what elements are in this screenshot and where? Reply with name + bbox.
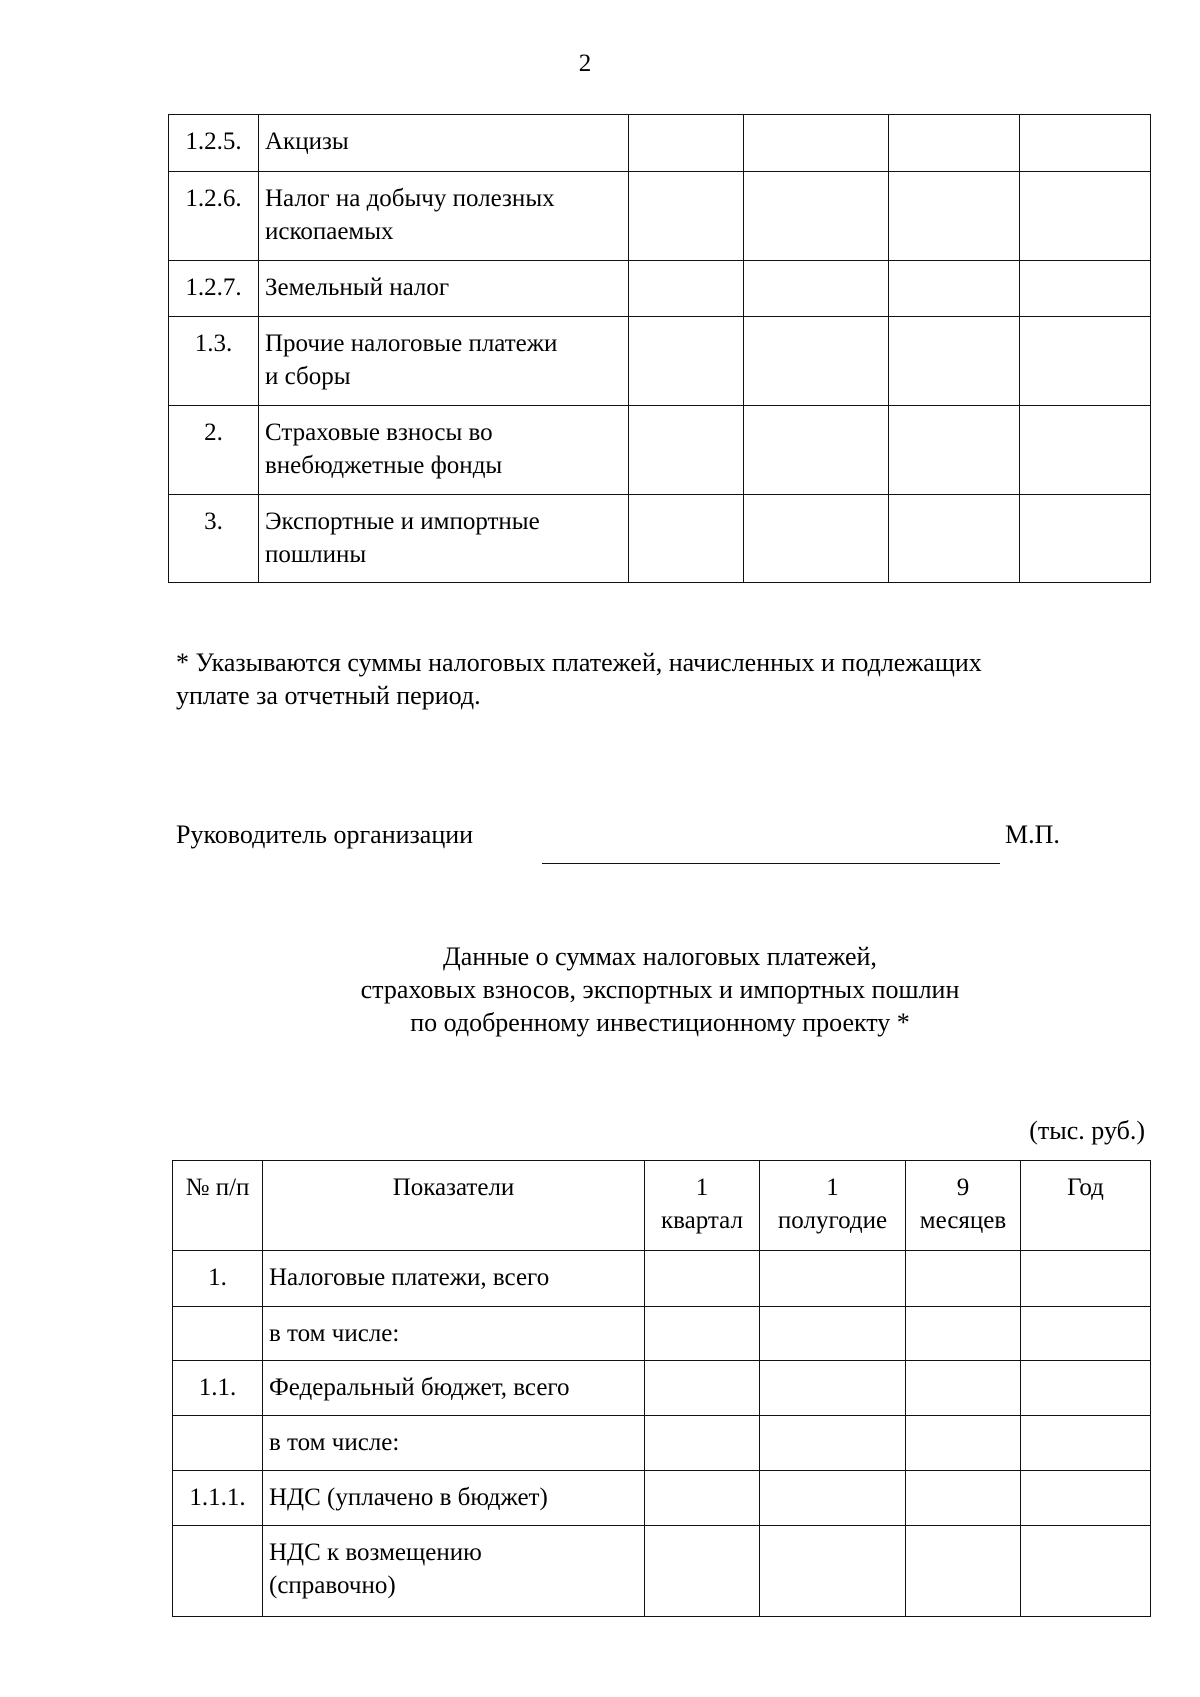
row-label: в том числе: <box>263 1416 645 1471</box>
row-number <box>173 1416 263 1471</box>
table-row <box>173 1471 1151 1526</box>
value-cell[interactable] <box>629 115 744 172</box>
value-cell[interactable] <box>1021 1416 1151 1471</box>
value-cell[interactable] <box>744 495 889 583</box>
value-cell[interactable] <box>744 261 889 317</box>
value-cell[interactable] <box>629 495 744 583</box>
value-cell[interactable] <box>889 115 1020 172</box>
value-cell[interactable] <box>629 261 744 317</box>
units-label: (тыс. руб.) <box>1029 1116 1145 1145</box>
table-row <box>173 1361 1151 1416</box>
row-number: 1.2.6. <box>169 172 259 261</box>
value-cell[interactable] <box>645 1416 760 1471</box>
value-cell[interactable] <box>760 1251 906 1307</box>
value-cell[interactable] <box>906 1251 1021 1307</box>
table-row <box>173 1526 1151 1617</box>
row-label: НДС (уплачено в бюджет) <box>263 1471 645 1526</box>
table-row <box>169 261 1151 317</box>
value-cell[interactable] <box>889 406 1020 495</box>
value-cell[interactable] <box>629 172 744 261</box>
footnote: * Указываются суммы налоговых платежей, начисленных и подлежащих уплате за отчетный период. <box>176 648 982 710</box>
value-cell[interactable] <box>760 1471 906 1526</box>
value-cell[interactable] <box>906 1361 1021 1416</box>
value-cell[interactable] <box>645 1307 760 1361</box>
table-row <box>169 495 1151 583</box>
row-number: 1.2.7. <box>169 261 259 317</box>
value-cell[interactable] <box>906 1416 1021 1471</box>
row-number: 1.3. <box>169 317 259 406</box>
row-label: Акцизы <box>259 115 629 172</box>
row-number <box>173 1307 263 1361</box>
tax-payments-table-continued <box>168 114 1151 583</box>
value-cell[interactable] <box>629 406 744 495</box>
header-indicators: Показатели <box>263 1161 645 1251</box>
table-row <box>169 172 1151 261</box>
value-cell[interactable] <box>906 1526 1021 1617</box>
value-cell[interactable] <box>889 495 1020 583</box>
value-cell[interactable] <box>645 1361 760 1416</box>
table-row <box>173 1416 1151 1471</box>
header-year: Год <box>1021 1161 1151 1251</box>
value-cell[interactable] <box>906 1471 1021 1526</box>
project-tax-payments-table <box>172 1160 1151 1617</box>
value-cell[interactable] <box>889 172 1020 261</box>
header-9-months: 9 месяцев <box>906 1161 1021 1251</box>
row-number: 2. <box>169 406 259 495</box>
value-cell[interactable] <box>760 1416 906 1471</box>
value-cell[interactable] <box>1020 172 1151 261</box>
table-row <box>173 1251 1151 1307</box>
signature-label: Руководитель организации <box>176 820 474 849</box>
value-cell[interactable] <box>629 317 744 406</box>
value-cell[interactable] <box>645 1471 760 1526</box>
value-cell[interactable] <box>1021 1526 1151 1617</box>
table-row <box>169 406 1151 495</box>
value-cell[interactable] <box>760 1361 906 1416</box>
value-cell[interactable] <box>1020 115 1151 172</box>
table-header-row <box>173 1161 1151 1251</box>
value-cell[interactable] <box>744 406 889 495</box>
row-number: 1.2.5. <box>169 115 259 172</box>
header-half-year: 1 полугодие <box>760 1161 906 1251</box>
stamp-placeholder: М.П. <box>1005 820 1060 849</box>
value-cell[interactable] <box>760 1307 906 1361</box>
value-cell[interactable] <box>1021 1251 1151 1307</box>
value-cell[interactable] <box>889 261 1020 317</box>
row-label: НДС к возмещению (справочно) <box>263 1526 645 1617</box>
row-number <box>173 1526 263 1617</box>
value-cell[interactable] <box>645 1526 760 1617</box>
value-cell[interactable] <box>744 115 889 172</box>
row-number: 1.1. <box>173 1361 263 1416</box>
value-cell[interactable] <box>889 317 1020 406</box>
header-num: № п/п <box>173 1161 263 1251</box>
value-cell[interactable] <box>760 1526 906 1617</box>
row-label: Земельный налог <box>259 261 629 317</box>
value-cell[interactable] <box>1020 406 1151 495</box>
value-cell[interactable] <box>645 1251 760 1307</box>
value-cell[interactable] <box>1021 1361 1151 1416</box>
header-q1: 1 квартал <box>645 1161 760 1251</box>
row-label: Налоговые платежи, всего <box>263 1251 645 1307</box>
row-label: Экспортные и импортные пошлины <box>259 495 629 583</box>
value-cell[interactable] <box>744 172 889 261</box>
section-heading: Данные о суммах налоговых платежей, страховых взносов, экспортных и импортных пошлин по одобренному инвестиционному проекту * <box>360 942 960 1037</box>
value-cell[interactable] <box>1021 1307 1151 1361</box>
row-label: Страховые взносы во внебюджетные фонды <box>259 406 629 495</box>
table-row <box>169 115 1151 172</box>
row-label: Налог на добычу полезных ископаемых <box>259 172 629 261</box>
row-number: 3. <box>169 495 259 583</box>
table-row <box>169 317 1151 406</box>
value-cell[interactable] <box>1020 261 1151 317</box>
table-row <box>173 1307 1151 1361</box>
value-cell[interactable] <box>1021 1471 1151 1526</box>
value-cell[interactable] <box>1020 495 1151 583</box>
row-number: 1.1.1. <box>173 1471 263 1526</box>
value-cell[interactable] <box>906 1307 1021 1361</box>
row-number: 1. <box>173 1251 263 1307</box>
page-number: 2 <box>578 50 592 77</box>
row-label: Федеральный бюджет, всего <box>263 1361 645 1416</box>
row-label: Прочие налоговые платежи и сборы <box>259 317 629 406</box>
signature-line[interactable] <box>542 863 1000 864</box>
value-cell[interactable] <box>744 317 889 406</box>
row-label: в том числе: <box>263 1307 645 1361</box>
value-cell[interactable] <box>1020 317 1151 406</box>
